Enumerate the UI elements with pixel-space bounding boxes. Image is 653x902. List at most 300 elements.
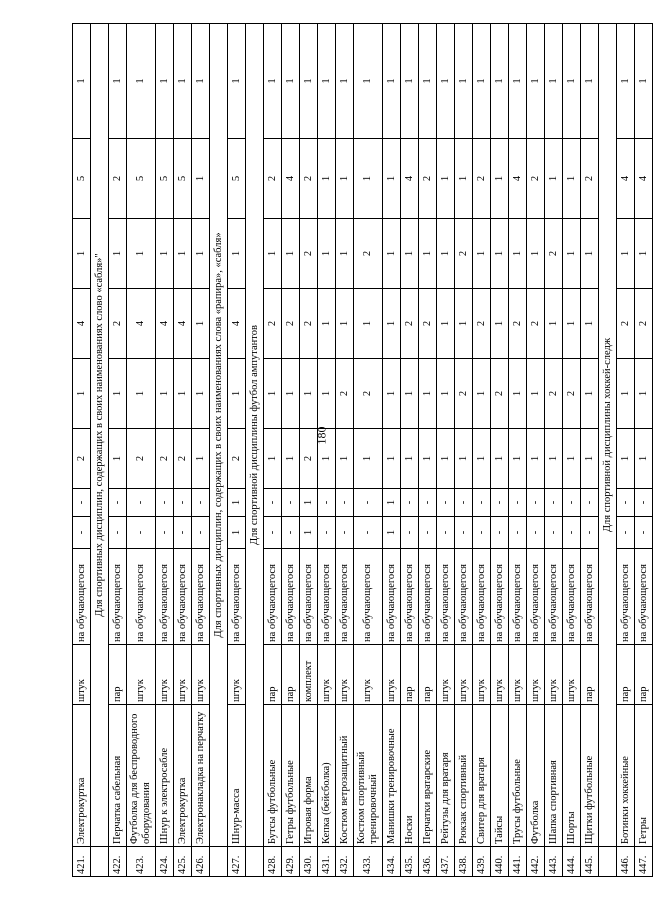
quantity-cell: 2	[617, 289, 635, 359]
item-name: Носки	[401, 705, 419, 847]
unit-cell: штук	[174, 645, 192, 705]
per-whom-cell: на обучающегося	[336, 549, 354, 645]
per-whom-cell: на обучающегося	[282, 549, 300, 645]
quantity-cell: 1	[300, 489, 318, 517]
row-number: 436.	[419, 847, 437, 877]
quantity-cell: 2	[354, 359, 383, 429]
item-name: Свитер для вратаря	[473, 705, 491, 847]
section-title: Для спортивных дисциплин, содержащих в своих наименованиях слово «сабля»"	[91, 24, 109, 847]
unit-cell: штук	[527, 645, 545, 705]
quantity-cell: 1	[318, 429, 336, 489]
quantity-cell: 1	[581, 429, 599, 489]
quantity-cell: -	[419, 489, 437, 517]
row-number: 443.	[545, 847, 563, 877]
quantity-cell: -	[156, 489, 174, 517]
row-number: 425.	[174, 847, 192, 877]
quantity-cell: 1	[581, 219, 599, 289]
table-row	[635, 24, 653, 877]
quantity-cell: -	[192, 517, 210, 549]
quantity-cell: 4	[401, 139, 419, 219]
quantity-cell: 1	[401, 24, 419, 139]
unit-cell: штук	[437, 645, 455, 705]
quantity-cell: 1	[491, 289, 509, 359]
item-name: Электрокуртка	[174, 705, 192, 847]
per-whom-cell: на обучающегося	[354, 549, 383, 645]
quantity-cell: 1	[109, 24, 127, 139]
row-number: 434.	[383, 847, 401, 877]
quantity-cell: 2	[419, 289, 437, 359]
quantity-cell: 1	[300, 517, 318, 549]
unit-cell: штук	[318, 645, 336, 705]
item-name: Трусы футбольные	[509, 705, 527, 847]
item-name: Перчатки вратарские	[419, 705, 437, 847]
per-whom-cell: на обучающегося	[264, 549, 282, 645]
quantity-cell: 1	[73, 359, 91, 429]
quantity-cell: 2	[282, 289, 300, 359]
quantity-cell: 2	[228, 429, 246, 489]
per-whom-cell: на обучающегося	[156, 549, 174, 645]
quantity-cell: 4	[73, 289, 91, 359]
quantity-cell: 2	[300, 219, 318, 289]
quantity-cell: 1	[109, 219, 127, 289]
quantity-cell: 5	[174, 139, 192, 219]
quantity-cell: 1	[192, 219, 210, 289]
quantity-cell: 4	[617, 139, 635, 219]
quantity-cell: 1	[545, 429, 563, 489]
quantity-cell: -	[491, 489, 509, 517]
quantity-cell: 1	[563, 219, 581, 289]
quantity-cell: 1	[318, 139, 336, 219]
quantity-cell: 1	[336, 429, 354, 489]
quantity-cell: 1	[336, 219, 354, 289]
quantity-cell: 4	[282, 139, 300, 219]
table-row	[527, 24, 545, 877]
quantity-cell: 1	[635, 24, 653, 139]
table-row	[300, 24, 318, 877]
quantity-cell: 1	[127, 219, 156, 289]
item-name: Манишки тренировочные	[383, 705, 401, 847]
quantity-cell: 1	[174, 24, 192, 139]
table-row	[73, 24, 91, 877]
quantity-cell: 1	[419, 429, 437, 489]
quantity-cell: 1	[437, 289, 455, 359]
table-row	[437, 24, 455, 877]
unit-cell: пар	[109, 645, 127, 705]
item-name: Шорты	[563, 705, 581, 847]
section-stub-cell	[91, 847, 109, 877]
unit-cell: пар	[264, 645, 282, 705]
quantity-cell: -	[156, 517, 174, 549]
quantity-cell: 1	[156, 359, 174, 429]
quantity-cell: 1	[473, 359, 491, 429]
row-number: 433.	[354, 847, 383, 877]
quantity-cell: -	[509, 489, 527, 517]
table-row	[174, 24, 192, 877]
unit-cell: штук	[473, 645, 491, 705]
per-whom-cell: на обучающегося	[473, 549, 491, 645]
table-row	[228, 24, 246, 877]
item-name: Перчатка сабельная	[109, 705, 127, 847]
per-whom-cell: на обучающегося	[527, 549, 545, 645]
quantity-cell: 1	[282, 359, 300, 429]
per-whom-cell: на обучающегося	[383, 549, 401, 645]
quantity-cell: 1	[228, 489, 246, 517]
quantity-cell: 1	[383, 359, 401, 429]
table-row	[491, 24, 509, 877]
quantity-cell: -	[354, 489, 383, 517]
table-row	[127, 24, 156, 877]
table-row	[354, 24, 383, 877]
unit-cell: штук	[491, 645, 509, 705]
quantity-cell: 1	[109, 359, 127, 429]
quantity-cell: 1	[228, 24, 246, 139]
item-name: Тайсы	[491, 705, 509, 847]
item-name: Бутсы футбольные	[264, 705, 282, 847]
row-number: 431.	[318, 847, 336, 877]
quantity-cell: 1	[491, 219, 509, 289]
quantity-cell: 1	[437, 429, 455, 489]
quantity-cell: -	[419, 517, 437, 549]
per-whom-cell: на обучающегося	[300, 549, 318, 645]
quantity-cell: 4	[228, 289, 246, 359]
quantity-cell: 2	[264, 139, 282, 219]
unit-cell: штук	[383, 645, 401, 705]
unit-cell: штук	[563, 645, 581, 705]
item-name: Рейтузы для вратаря	[437, 705, 455, 847]
quantity-cell: 1	[563, 24, 581, 139]
table-row	[282, 24, 300, 877]
quantity-cell: 1	[437, 139, 455, 219]
quantity-cell: -	[527, 517, 545, 549]
quantity-cell: 4	[156, 289, 174, 359]
row-number: 445.	[581, 847, 599, 877]
quantity-cell: 1	[563, 289, 581, 359]
item-name: Щитки футбольные	[581, 705, 599, 847]
quantity-cell: 2	[455, 359, 473, 429]
table-row	[455, 24, 473, 877]
per-whom-cell: на обучающегося	[491, 549, 509, 645]
item-name: Шапка спортивная	[545, 705, 563, 847]
quantity-cell: 2	[581, 139, 599, 219]
section-stub-cell	[210, 847, 228, 877]
quantity-cell: -	[109, 489, 127, 517]
quantity-cell: -	[264, 489, 282, 517]
unit-cell: пар	[282, 645, 300, 705]
row-number: 426.	[192, 847, 210, 877]
row-number: 442.	[527, 847, 545, 877]
quantity-cell: 2	[491, 359, 509, 429]
quantity-cell: -	[437, 517, 455, 549]
unit-cell: штук	[509, 645, 527, 705]
table-row	[419, 24, 437, 877]
unit-cell: штук	[545, 645, 563, 705]
quantity-cell: 1	[192, 429, 210, 489]
unit-cell: комплект	[300, 645, 318, 705]
quantity-cell: 2	[174, 429, 192, 489]
quantity-cell: 1	[509, 429, 527, 489]
per-whom-cell: на обучающегося	[437, 549, 455, 645]
quantity-cell: 2	[401, 289, 419, 359]
row-number: 439.	[473, 847, 491, 877]
row-number: 430.	[300, 847, 318, 877]
quantity-cell: -	[73, 489, 91, 517]
section-header-row	[599, 24, 617, 877]
equipment-table	[72, 23, 653, 877]
row-number: 438.	[455, 847, 473, 877]
quantity-cell: -	[336, 517, 354, 549]
quantity-cell: 5	[228, 139, 246, 219]
quantity-cell: 1	[419, 24, 437, 139]
quantity-cell: 1	[563, 139, 581, 219]
quantity-cell: 1	[318, 359, 336, 429]
per-whom-cell: на обучающегося	[545, 549, 563, 645]
quantity-cell: -	[336, 489, 354, 517]
quantity-cell: 1	[401, 429, 419, 489]
quantity-cell: 1	[455, 429, 473, 489]
table-row	[581, 24, 599, 877]
quantity-cell: 2	[473, 139, 491, 219]
quantity-cell: 1	[617, 429, 635, 489]
quantity-cell: 2	[264, 289, 282, 359]
quantity-cell: 2	[300, 429, 318, 489]
item-name: Шнур-масса	[228, 705, 246, 847]
per-whom-cell: на обучающегося	[455, 549, 473, 645]
unit-cell: штук	[354, 645, 383, 705]
quantity-cell: 2	[419, 139, 437, 219]
row-number: 441.	[509, 847, 527, 877]
table-row	[336, 24, 354, 877]
quantity-cell: -	[455, 489, 473, 517]
per-whom-cell: на обучающегося	[581, 549, 599, 645]
per-whom-cell: на обучающегося	[73, 549, 91, 645]
unit-cell: пар	[581, 645, 599, 705]
quantity-cell: 1	[300, 359, 318, 429]
quantity-cell: 1	[336, 24, 354, 139]
unit-cell: пар	[635, 645, 653, 705]
quantity-cell: -	[491, 517, 509, 549]
quantity-cell: -	[563, 489, 581, 517]
quantity-cell: 1	[109, 429, 127, 489]
quantity-cell: 1	[509, 219, 527, 289]
quantity-cell: 1	[455, 24, 473, 139]
table-row	[563, 24, 581, 877]
row-number: 422.	[109, 847, 127, 877]
quantity-cell: 1	[318, 24, 336, 139]
quantity-cell: -	[545, 489, 563, 517]
quantity-cell: 2	[473, 289, 491, 359]
row-number: 437.	[437, 847, 455, 877]
item-name: Электрокуртка	[73, 705, 91, 847]
quantity-cell: 1	[509, 359, 527, 429]
quantity-cell: -	[455, 517, 473, 549]
quantity-cell: 1	[635, 429, 653, 489]
quantity-cell: 2	[109, 289, 127, 359]
quantity-cell: 1	[156, 24, 174, 139]
quantity-cell: 1	[264, 359, 282, 429]
row-number: 427.	[228, 847, 246, 877]
quantity-cell: 1	[437, 219, 455, 289]
per-whom-cell: на обучающегося	[228, 549, 246, 645]
item-name: Футболка для беспроводного оборудования	[127, 705, 156, 847]
row-number: 424.	[156, 847, 174, 877]
quantity-cell: -	[174, 489, 192, 517]
table-row	[264, 24, 282, 877]
quantity-cell: -	[581, 517, 599, 549]
section-stub-cell	[246, 847, 264, 877]
unit-cell: штук	[73, 645, 91, 705]
quantity-cell: 1	[491, 139, 509, 219]
quantity-cell: 1	[437, 359, 455, 429]
quantity-cell: 1	[336, 289, 354, 359]
per-whom-cell: на обучающегося	[401, 549, 419, 645]
quantity-cell: 2	[527, 289, 545, 359]
row-number: 429.	[282, 847, 300, 877]
quantity-cell: 2	[545, 359, 563, 429]
item-name: Костюм ветрозащитный	[336, 705, 354, 847]
item-name: Рюкзак спортивный	[455, 705, 473, 847]
item-name: Шнур к электросабле	[156, 705, 174, 847]
quantity-cell: 2	[527, 139, 545, 219]
quantity-cell: 1	[354, 289, 383, 359]
quantity-cell: -	[282, 489, 300, 517]
quantity-cell: 4	[635, 139, 653, 219]
quantity-cell: 1	[401, 359, 419, 429]
quantity-cell: 1	[228, 359, 246, 429]
quantity-cell: -	[473, 517, 491, 549]
quantity-cell: -	[509, 517, 527, 549]
row-number: 435.	[401, 847, 419, 877]
quantity-cell: -	[127, 517, 156, 549]
unit-cell: штук	[127, 645, 156, 705]
per-whom-cell: на обучающегося	[563, 549, 581, 645]
quantity-cell: -	[73, 517, 91, 549]
row-number: 446.	[617, 847, 635, 877]
quantity-cell: -	[401, 517, 419, 549]
table-row	[545, 24, 563, 877]
item-name: Игровая форма	[300, 705, 318, 847]
quantity-cell: 1	[383, 489, 401, 517]
quantity-cell: 1	[354, 24, 383, 139]
quantity-cell: 1	[383, 24, 401, 139]
quantity-cell: -	[264, 517, 282, 549]
quantity-cell: 2	[563, 359, 581, 429]
quantity-cell: -	[617, 517, 635, 549]
quantity-cell: 1	[581, 24, 599, 139]
table-row	[401, 24, 419, 877]
quantity-cell: -	[192, 489, 210, 517]
quantity-cell: 1	[300, 24, 318, 139]
section-header-row	[91, 24, 109, 877]
quantity-cell: 1	[127, 359, 156, 429]
quantity-cell: -	[635, 489, 653, 517]
quantity-cell: 1	[437, 24, 455, 139]
quantity-cell: -	[174, 517, 192, 549]
quantity-cell: 1	[617, 359, 635, 429]
per-whom-cell: на обучающегося	[109, 549, 127, 645]
quantity-cell: 1	[383, 219, 401, 289]
table-row	[109, 24, 127, 877]
section-title: Для спортивной дисциплины футбол ампутантов	[246, 24, 264, 847]
unit-cell: штук	[192, 645, 210, 705]
quantity-cell: 4	[509, 139, 527, 219]
table-row	[509, 24, 527, 877]
quantity-cell: 1	[383, 139, 401, 219]
quantity-cell: 1	[455, 139, 473, 219]
quantity-cell: 5	[73, 139, 91, 219]
quantity-cell: 1	[73, 219, 91, 289]
unit-cell: пар	[419, 645, 437, 705]
quantity-cell: 1	[127, 24, 156, 139]
quantity-cell: 2	[300, 289, 318, 359]
rotated-table-sheet	[72, 24, 649, 877]
per-whom-cell: на обучающегося	[318, 549, 336, 645]
item-name: Футболка	[527, 705, 545, 847]
quantity-cell: 2	[300, 139, 318, 219]
quantity-cell: 1	[581, 359, 599, 429]
item-name: Кепка (бейсболка)	[318, 705, 336, 847]
quantity-cell: 4	[174, 289, 192, 359]
quantity-cell: 1	[473, 219, 491, 289]
quantity-cell: 1	[282, 24, 300, 139]
unit-cell: штук	[228, 645, 246, 705]
item-name: Гетры футбольные	[282, 705, 300, 847]
unit-cell: штук	[455, 645, 473, 705]
quantity-cell: 1	[192, 289, 210, 359]
quantity-cell: 1	[401, 219, 419, 289]
quantity-cell: -	[563, 517, 581, 549]
quantity-cell: -	[617, 489, 635, 517]
quantity-cell: 1	[318, 219, 336, 289]
quantity-cell: 1	[264, 24, 282, 139]
quantity-cell: 1	[264, 429, 282, 489]
table-row	[383, 24, 401, 877]
quantity-cell: 1	[264, 219, 282, 289]
quantity-cell: 2	[109, 139, 127, 219]
quantity-cell: 1	[473, 429, 491, 489]
quantity-cell: 1	[318, 289, 336, 359]
unit-cell: штук	[336, 645, 354, 705]
quantity-cell: 1	[545, 289, 563, 359]
quantity-cell: -	[282, 517, 300, 549]
quantity-cell: 2	[455, 219, 473, 289]
section-header-row	[246, 24, 264, 877]
row-number: 444.	[563, 847, 581, 877]
quantity-cell: -	[527, 489, 545, 517]
per-whom-cell: на обучающегося	[192, 549, 210, 645]
quantity-cell: 1	[192, 24, 210, 139]
item-name: Ботинки хоккейные	[617, 705, 635, 847]
quantity-cell: 1	[545, 139, 563, 219]
quantity-cell: -	[437, 489, 455, 517]
quantity-cell: 1	[635, 359, 653, 429]
quantity-cell: 1	[527, 24, 545, 139]
quantity-cell: 1	[419, 359, 437, 429]
quantity-cell: 2	[509, 289, 527, 359]
quantity-cell: 1	[354, 429, 383, 489]
quantity-cell: 1	[354, 139, 383, 219]
quantity-cell: 1	[527, 219, 545, 289]
quantity-cell: -	[318, 489, 336, 517]
row-number: 432.	[336, 847, 354, 877]
section-stub-cell	[599, 847, 617, 877]
quantity-cell: 1	[383, 289, 401, 359]
quantity-cell: 1	[527, 359, 545, 429]
quantity-cell: 1	[383, 517, 401, 549]
quantity-cell: 1	[174, 219, 192, 289]
quantity-cell: 1	[174, 359, 192, 429]
page-number: 180	[314, 426, 329, 445]
quantity-cell: 1	[419, 219, 437, 289]
